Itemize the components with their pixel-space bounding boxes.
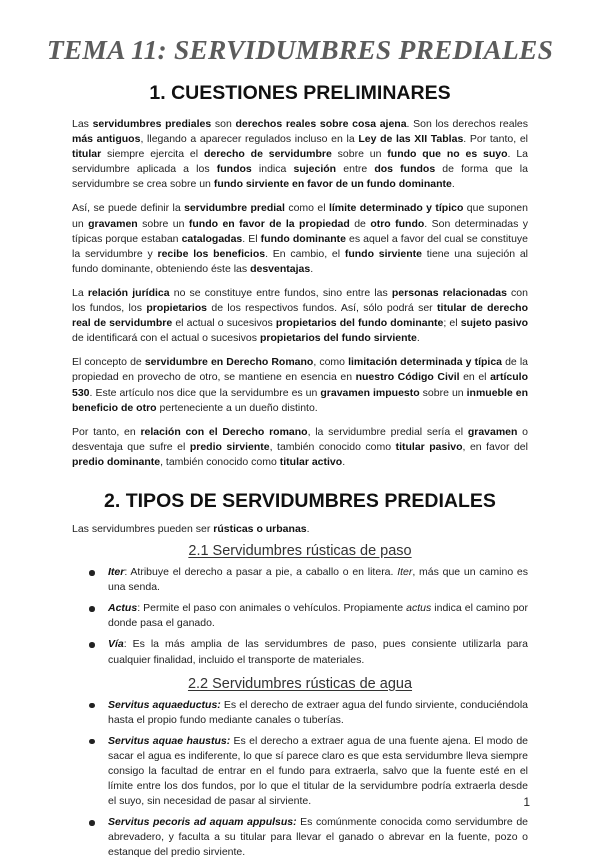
emphasis: predio dominante [72,455,161,468]
text-run: de identificará con el actual o sucesivos [72,332,260,345]
text-run: de la propiedad en provecho de otro, se mantiene en esencia en [72,356,529,384]
paragraph [72,425,528,470]
term-label: Servitus aquaeductus: [108,698,221,711]
paso-list [72,565,528,668]
text-run: : Atribuye el derecho a pasar a pie, a caballo o en litera. [124,566,398,579]
text-run: . El [242,232,261,245]
text-run: La [72,286,88,299]
text-run: , llegando a aparecer regulados incluso en la [140,133,359,146]
text-run: Es el derecho a extraer agua de una fuente ajena. El modo de sacar el agua es indiferente, lo que sí parece claro es que esta servidumbre lleva siempre consigo la facultad de entrar en el fundo para extraerla, salvo que la fuente esté en el límite entre los dos fundos, por lo que el titular de la servidumbre podría extraerla desde el suyo, sin necesidad de pasar al sirviente. [108,734,529,808]
subsection-2-2-heading: 2.2 Servidumbres rústicas de agua [187,675,413,692]
emphasis: artículo 530 [72,371,528,399]
text-run: , la servidumbre predial sería el [307,425,468,438]
text-run: . Son los derechos reales [406,118,528,130]
text-run: Por tanto, en [72,425,141,438]
text-run: con los fundos, los [72,286,528,315]
text-run: sobre un [137,217,189,230]
emphasis: recibe los beneficios [157,247,266,260]
text-run: de [349,217,371,230]
emphasis: titular activo [279,455,343,468]
emphasis: derechos reales sobre cosa ajena [235,118,407,130]
text-run: no se constituye entre fundos, sino entre las [169,286,392,299]
text-run: entre [336,163,375,176]
term-label: Vía [108,638,124,651]
document-title: TEMA 11: SERVIDUMBRES PREDIALES [46,34,554,65]
emphasis: propietarios del fundo dominante [275,317,444,330]
paragraph [72,286,528,346]
emphasis: propietarios del fundo sirviente [259,332,417,345]
term-label: Servitus aquae haustus: [108,734,231,747]
text-run: . [342,455,346,468]
paragraph [72,201,528,276]
section-2-heading: 2. TIPOS DE SERVIDUMBRES PREDIALES [104,489,496,512]
agua-list [72,698,528,861]
text-run: , también conocido como [160,455,280,468]
italic-text: actus [406,602,432,615]
text-run: Es comúnmente conocida como servidumbre de abrevadero, y faculta a su titular para llevar el ganado o abrevar en la fuente, pozo o estanque del predio sirviente. [108,816,528,859]
list-item [72,698,528,728]
text-run: siempre ejercita el [101,148,204,161]
text-run: sobre un [331,148,388,161]
text-run: . [416,332,420,345]
emphasis: fundo dominante [260,232,346,245]
list-item [72,734,528,809]
text-run: de forma que la servidumbre se crea sobre un [72,163,528,191]
emphasis: servidumbre en Derecho Romano [144,356,314,369]
text-run: indica [251,163,294,176]
list-item [72,565,528,595]
emphasis: predio sirviente [189,440,270,453]
text-run: son [211,118,236,130]
term-label: Iter [108,566,125,579]
emphasis: relación jurídica [87,286,170,299]
text-run: Es el derecho de extraer agua del fundo sirviente, conduciéndola hasta el propio fundo mediante canales o tuberías. [108,698,528,726]
emphasis: personas relacionadas [391,286,507,299]
emphasis: fundos [216,163,252,176]
section-2-intro [72,522,528,537]
text-run: . [310,262,314,275]
emphasis: dos fundos [374,163,436,176]
text-run: , como [313,356,349,369]
emphasis: titular de derecho real de servidumbre [72,302,528,330]
emphasis: desventajas [250,262,311,275]
emphasis: fundo en favor de la propiedad [188,217,350,230]
emphasis: límite determinado y típico [328,202,464,215]
text-run: o desventaja que sufre el [72,425,528,453]
text-run: es aquel a favor del cual se constituye la servidumbre y [72,232,528,260]
italic-text: Iter [397,566,413,579]
paragraph [72,117,528,192]
emphasis: gravamen [88,217,138,230]
bullet-icon [89,703,95,709]
text-run: perteneciente a un dueño distinto. [156,401,318,414]
text-run: como el [284,202,329,215]
emphasis: titular [72,148,102,161]
emphasis: inmueble en beneficio de otro [72,386,528,414]
page-number: 1 [523,795,530,809]
emphasis: limitación determinada y típica [348,356,503,369]
emphasis: fundo sirviente [344,247,422,260]
emphasis: servidumbre predial [184,202,285,215]
text-run: El concepto de [72,356,145,369]
text-run: . Este artículo nos dice que la servidumbre es un [89,386,321,399]
emphasis: fundo que no es suyo [387,148,508,161]
emphasis: relación con el Derecho romano [140,425,308,438]
text-run: en el [459,371,491,384]
emphasis: gravamen [467,425,518,438]
text-run: tiene una sujeción al fundo dominante, obteniendo éste las [72,247,528,275]
bullet-icon [89,820,95,826]
text-run: el actual o sucesivos [172,317,276,330]
text-run: , también conocido como [269,440,396,453]
emphasis: catalogadas [181,232,243,245]
document-body [72,82,528,867]
paragraph [72,355,528,415]
text-run: . Por tanto, el [463,133,529,146]
emphasis: gravamen impuesto [320,386,420,399]
text-run: de los respectivos fundos. Así, sólo podrá ser [207,302,438,315]
emphasis: sujeto pasivo [460,317,528,330]
text-run: , más que un camino es una senda. [108,566,528,594]
bullet-icon [89,739,95,745]
text-run: Las servidumbres pueden ser [72,522,214,535]
emphasis: titular pasivo [395,440,463,453]
text-run: sobre un [419,386,467,399]
emphasis: servidumbres prediales [92,118,212,130]
text-run: Así, se puede definir la [72,202,185,215]
section-1-heading: 1. CUESTIONES PRELIMINARES [149,82,451,104]
text-run: ; el [443,317,461,330]
text-run: indica el camino por donde pasa el ganado. [108,602,528,630]
list-item [72,815,528,860]
emphasis: nuestro Código Civil [355,371,460,384]
emphasis: rústicas o urbanas [213,522,307,535]
emphasis: propietarios [146,302,208,315]
text-run: : Permite el paso con animales o vehículos. Propiamente [137,602,407,615]
list-item [72,637,528,667]
text-run: . Son determinadas y típicas porque estaban [72,217,529,245]
term-label: Servitus pecoris ad aquam appulsus: [108,816,297,829]
text-run: Las [72,118,93,130]
list-item [72,601,528,631]
subsection-2-1-heading: 2.1 Servidumbres rústicas de paso [188,543,412,560]
text-run: que suponen un [72,202,528,230]
bullet-icon [89,606,95,612]
text-run: . En cambio, el [265,247,345,260]
emphasis: otro fundo [370,217,425,230]
term-label: Actus [108,602,138,615]
text-run: . [451,178,455,191]
emphasis: sujeción [293,163,337,176]
text-run: : Es la más amplia de las servidumbres de paso, pues consiente utilizarla para cualquier finalidad, incluido el transporte de materiales. [108,638,528,666]
emphasis: derecho de servidumbre [203,148,332,161]
text-run: . La servidumbre aplicada a los [72,148,528,176]
bullet-icon [89,642,95,648]
emphasis: más antiguos [72,133,141,146]
emphasis: Ley de las XII Tablas [358,133,464,146]
bullet-icon [89,570,95,576]
emphasis: fundo sirviente en favor de un fundo dominante [213,178,452,191]
text-run: , en favor del [462,440,528,453]
text-run: . [306,522,310,535]
